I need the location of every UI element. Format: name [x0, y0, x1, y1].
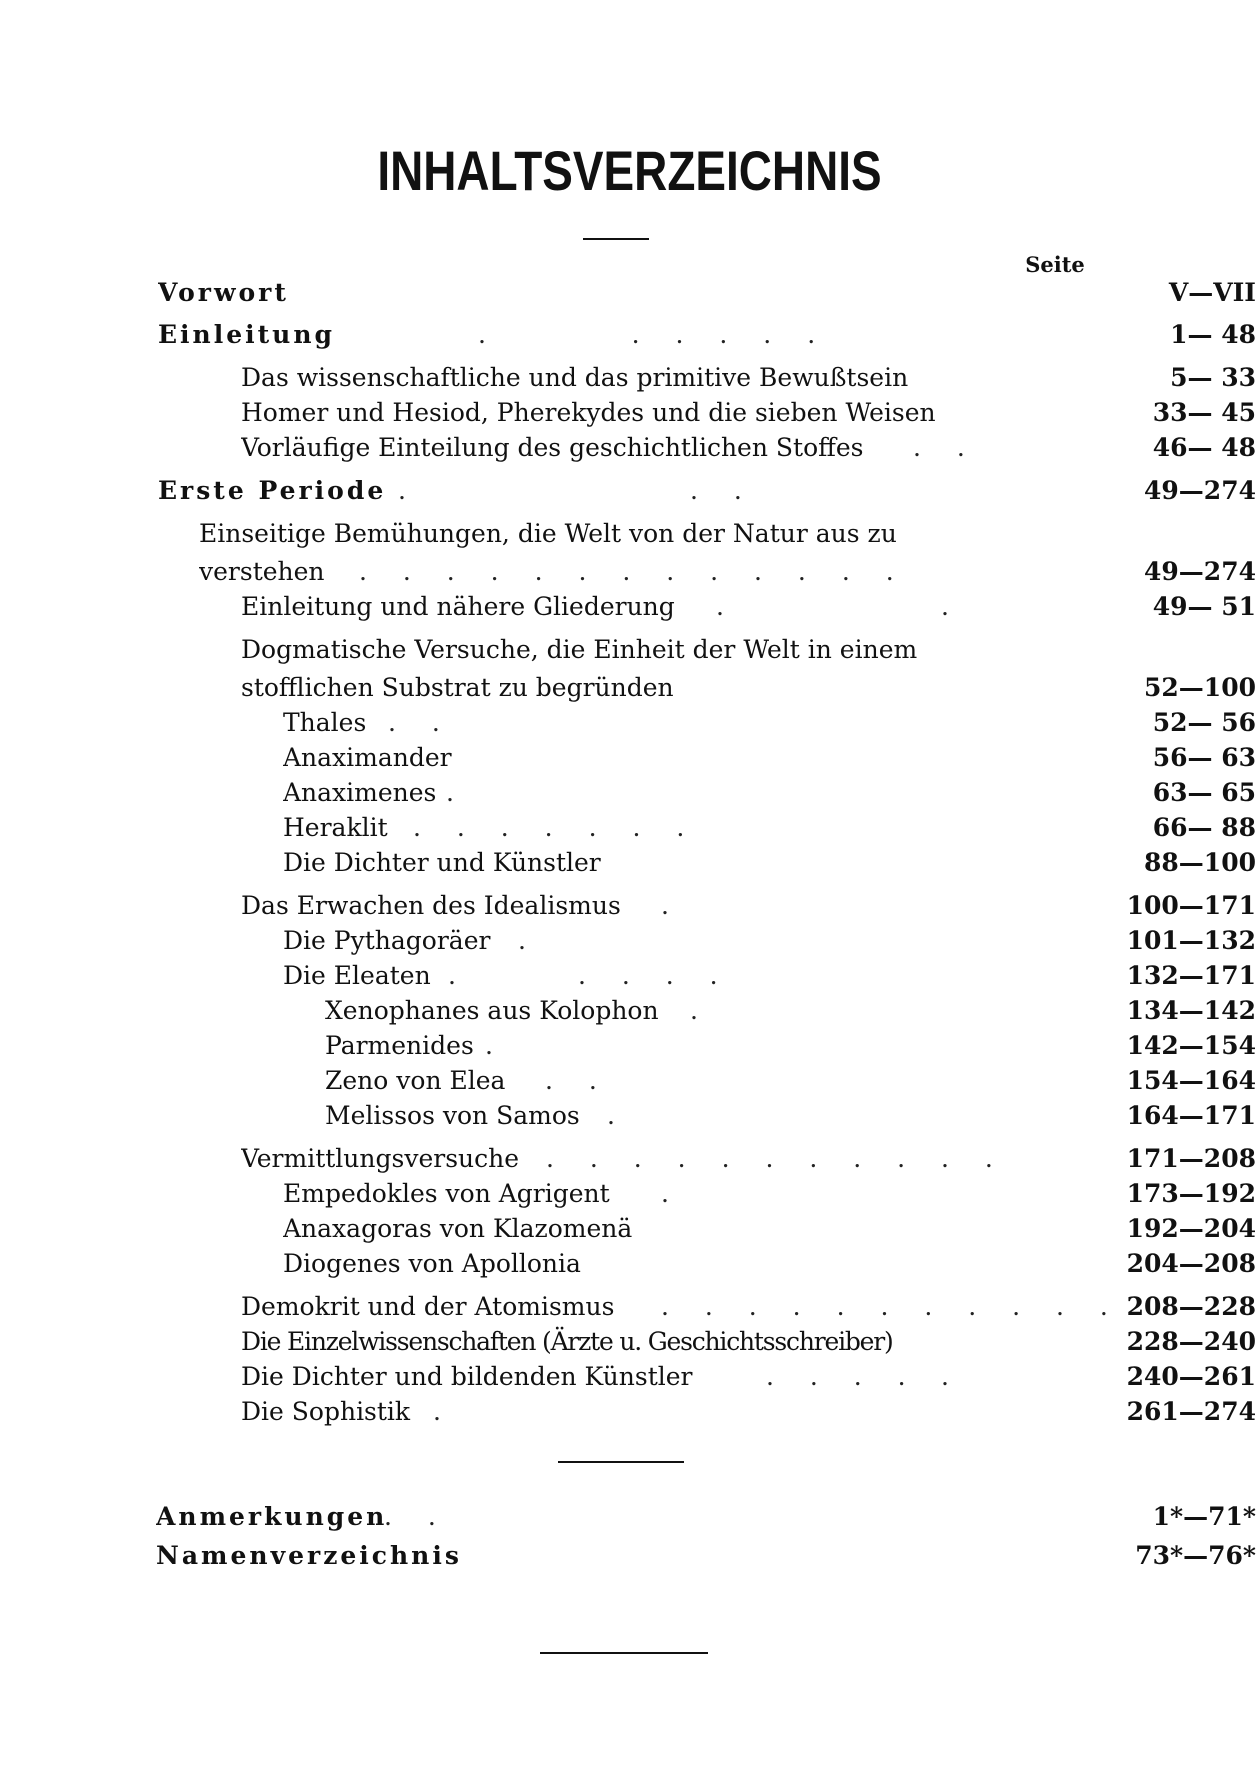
leader-dots: . . . . . . . . . . . . . [359, 557, 908, 586]
toc-entry-pages: 49—274 [1144, 476, 1256, 505]
toc-entry-pages: 101—132 [1126, 926, 1256, 955]
toc-entry-pages: 240—261 [1126, 1362, 1256, 1391]
toc-entry-label: Parmenides [325, 1031, 474, 1060]
toc-entry-label: Anaximenes [283, 778, 437, 807]
toc-entry-pages: 1*—71* [1152, 1502, 1256, 1531]
toc-entry[interactable] [283, 1247, 1258, 1281]
footer-divider [540, 1652, 708, 1654]
leader-dots: . [607, 1101, 629, 1130]
toc-entry-pages: 171—208 [1126, 1144, 1256, 1173]
toc-entry-pages: 173—192 [1126, 1179, 1256, 1208]
toc-entry-pages: 66— 88 [1152, 813, 1256, 842]
toc-entry-pages: 63— 65 [1152, 778, 1256, 807]
toc-entry-pages: 154—164 [1126, 1066, 1256, 1095]
leader-dots: . [690, 996, 712, 1025]
toc-entry-label: Das wissenschaftliche und das primitive Bewußtsein [241, 363, 909, 392]
leader-dots: . [941, 592, 963, 621]
toc-entry[interactable] [283, 741, 1258, 775]
leader-dots: . . [913, 433, 979, 462]
toc-entry-label: Xenophanes aus Kolophon [325, 996, 659, 1025]
toc-entry-pages: 5— 33 [1170, 363, 1256, 392]
toc-entry[interactable] [199, 517, 1258, 591]
toc-entry[interactable] [241, 431, 1258, 465]
leader-dots: . . [384, 1502, 450, 1531]
leader-dots: . [485, 1031, 507, 1060]
toc-entry-label: Vermittlungsversuche [241, 1144, 520, 1173]
toc-entry-pages: 52— 56 [1152, 708, 1256, 737]
toc-entry-pages: 134—142 [1126, 996, 1256, 1025]
toc-entry-pages: 192—204 [1126, 1214, 1256, 1243]
toc-entry[interactable] [156, 1539, 1258, 1573]
toc-entry[interactable] [283, 1177, 1258, 1211]
toc-entry-pages: 228—240 [1126, 1327, 1256, 1356]
toc-entry-label: Einleitung [158, 320, 336, 349]
toc-entry-label: Melissos von Samos [325, 1101, 580, 1130]
toc-entry[interactable] [283, 1212, 1258, 1246]
toc-entry-label: Demokrit und der Atomismus [241, 1292, 615, 1321]
toc-entry[interactable] [283, 776, 1258, 810]
leader-dots: . . . . . . . . . . . [546, 1144, 1007, 1173]
toc-entry[interactable] [241, 590, 1258, 624]
toc-entry[interactable] [325, 1064, 1258, 1098]
leader-dots: . . . . . . [478, 320, 830, 349]
toc-entry-pages: 49—274 [1144, 557, 1256, 586]
toc-entry-label: Einleitung und nähere Gliederung [241, 592, 675, 621]
toc-entry-pages: 204—208 [1126, 1249, 1256, 1278]
toc-entry[interactable] [241, 889, 1258, 923]
leader-dots: . [446, 778, 468, 807]
toc-entry[interactable] [158, 318, 1258, 352]
toc-entry[interactable] [241, 1360, 1258, 1394]
toc-entry-label: Empedokles von Agrigent [283, 1179, 610, 1208]
toc-entry[interactable] [241, 1290, 1258, 1324]
leader-dots: . . . . . . . . . . . [661, 1292, 1122, 1321]
title-divider [583, 238, 649, 240]
leader-dots: . [716, 592, 738, 621]
toc-entry-label: Anaxagoras von Klazomenä [283, 1214, 633, 1243]
toc-entry[interactable] [283, 924, 1258, 958]
toc-entry[interactable] [283, 846, 1258, 880]
leader-dots: . . [388, 708, 454, 737]
toc-entry[interactable] [241, 396, 1258, 430]
section-divider [558, 1461, 684, 1463]
toc-entry-label: Thales [283, 708, 367, 737]
toc-entry-pages: 208—228 [1126, 1292, 1256, 1321]
toc-entry-pages: 88—100 [1144, 848, 1256, 877]
toc-entry-label: Erste Periode [158, 476, 387, 505]
toc-entry-label: Zeno von Elea [325, 1066, 506, 1095]
leader-dots: . [398, 476, 420, 505]
toc-entry-label: Anaximander [283, 743, 452, 772]
toc-entry-label: Dogmatische Versuche, die Einheit der Welt in einem [241, 635, 918, 664]
toc-entry[interactable] [241, 1395, 1258, 1429]
toc-entry-pages: 261—274 [1126, 1397, 1256, 1426]
toc-entry[interactable] [325, 994, 1258, 1028]
toc-entry-label: Heraklit [283, 813, 388, 842]
toc-entry-pages: 52—100 [1144, 673, 1256, 702]
leader-dots: . [448, 961, 470, 990]
toc-entry[interactable] [283, 811, 1258, 845]
toc-entry-label: Diogenes von Apollonia [283, 1249, 581, 1278]
toc-entry-pages: 142—154 [1126, 1031, 1256, 1060]
toc-entry-pages: 49— 51 [1152, 592, 1256, 621]
toc-entry-pages: 46— 48 [1152, 433, 1256, 462]
leader-dots: . . [690, 476, 756, 505]
leader-dots: . [661, 1179, 683, 1208]
toc-entry-pages: 164—171 [1126, 1101, 1256, 1130]
toc-entry-label: Homer und Hesiod, Pherekydes und die sieben Weisen [241, 398, 936, 427]
toc-entry-label: Vorläufige Einteilung des geschichtlichen Stoffes [241, 433, 864, 462]
toc-entry-label: Das Erwachen des Idealismus [241, 891, 621, 920]
toc-entry-label: Einseitige Bemühungen, die Welt von der Natur aus zu [199, 519, 897, 548]
leader-dots: . . [545, 1066, 611, 1095]
toc-entry-pages: 100—171 [1126, 891, 1256, 920]
toc-entry-label: Vorwort [158, 278, 289, 307]
leader-dots: . [433, 1397, 455, 1426]
toc-entry[interactable] [283, 959, 1258, 993]
toc-entry-pages: 56— 63 [1152, 743, 1256, 772]
page-title: INHALTSVERZEICHNIS [377, 139, 882, 202]
toc-entry[interactable] [325, 1029, 1258, 1063]
toc-entry[interactable] [283, 706, 1258, 740]
toc-entry-pages: 132—171 [1126, 961, 1256, 990]
leader-dots: . [518, 926, 540, 955]
leader-dots: . . . . . . . [413, 813, 699, 842]
toc-entry-label-continued: verstehen [199, 557, 325, 586]
toc-entry-label: Die Dichter und bildenden Künstler [241, 1362, 693, 1391]
toc-entry[interactable] [158, 276, 1258, 310]
toc-entry-label: Anmerkungen [156, 1502, 388, 1531]
toc-entry[interactable] [241, 361, 1258, 395]
toc-entry-label: Die Eleaten [283, 961, 431, 990]
toc-entry[interactable] [241, 633, 1258, 707]
toc-entry-pages: V—VII [1168, 278, 1256, 307]
leader-dots: . . . . [578, 961, 732, 990]
leader-dots: . [941, 1362, 963, 1391]
toc-entry-label-continued: stofflichen Substrat zu begründen [241, 673, 674, 702]
toc-entry-label: Die Einzelwissenschaften (Ärzte u. Geschichtsschreiber) [241, 1327, 893, 1356]
toc-entry[interactable] [325, 1099, 1258, 1133]
leader-dots: . [661, 891, 683, 920]
toc-entry[interactable] [241, 1325, 1258, 1359]
leader-dots: . . . . [766, 1362, 920, 1391]
toc-entry-label: Die Sophistik [241, 1397, 411, 1426]
toc-entry-label: Die Pythagoräer [283, 926, 491, 955]
page-column-header: Seite [1025, 252, 1085, 277]
toc-entry[interactable] [158, 474, 1258, 508]
toc-entry-label: Die Dichter und Künstler [283, 848, 601, 877]
toc-entry-pages: 1— 48 [1170, 320, 1256, 349]
toc-entry[interactable] [241, 1142, 1258, 1176]
toc-entry[interactable] [156, 1500, 1258, 1534]
toc-entry-pages: 73*—76* [1135, 1541, 1256, 1570]
toc-entry-pages: 33— 45 [1152, 398, 1256, 427]
toc-entry-label: Namenverzeichnis [156, 1541, 462, 1570]
